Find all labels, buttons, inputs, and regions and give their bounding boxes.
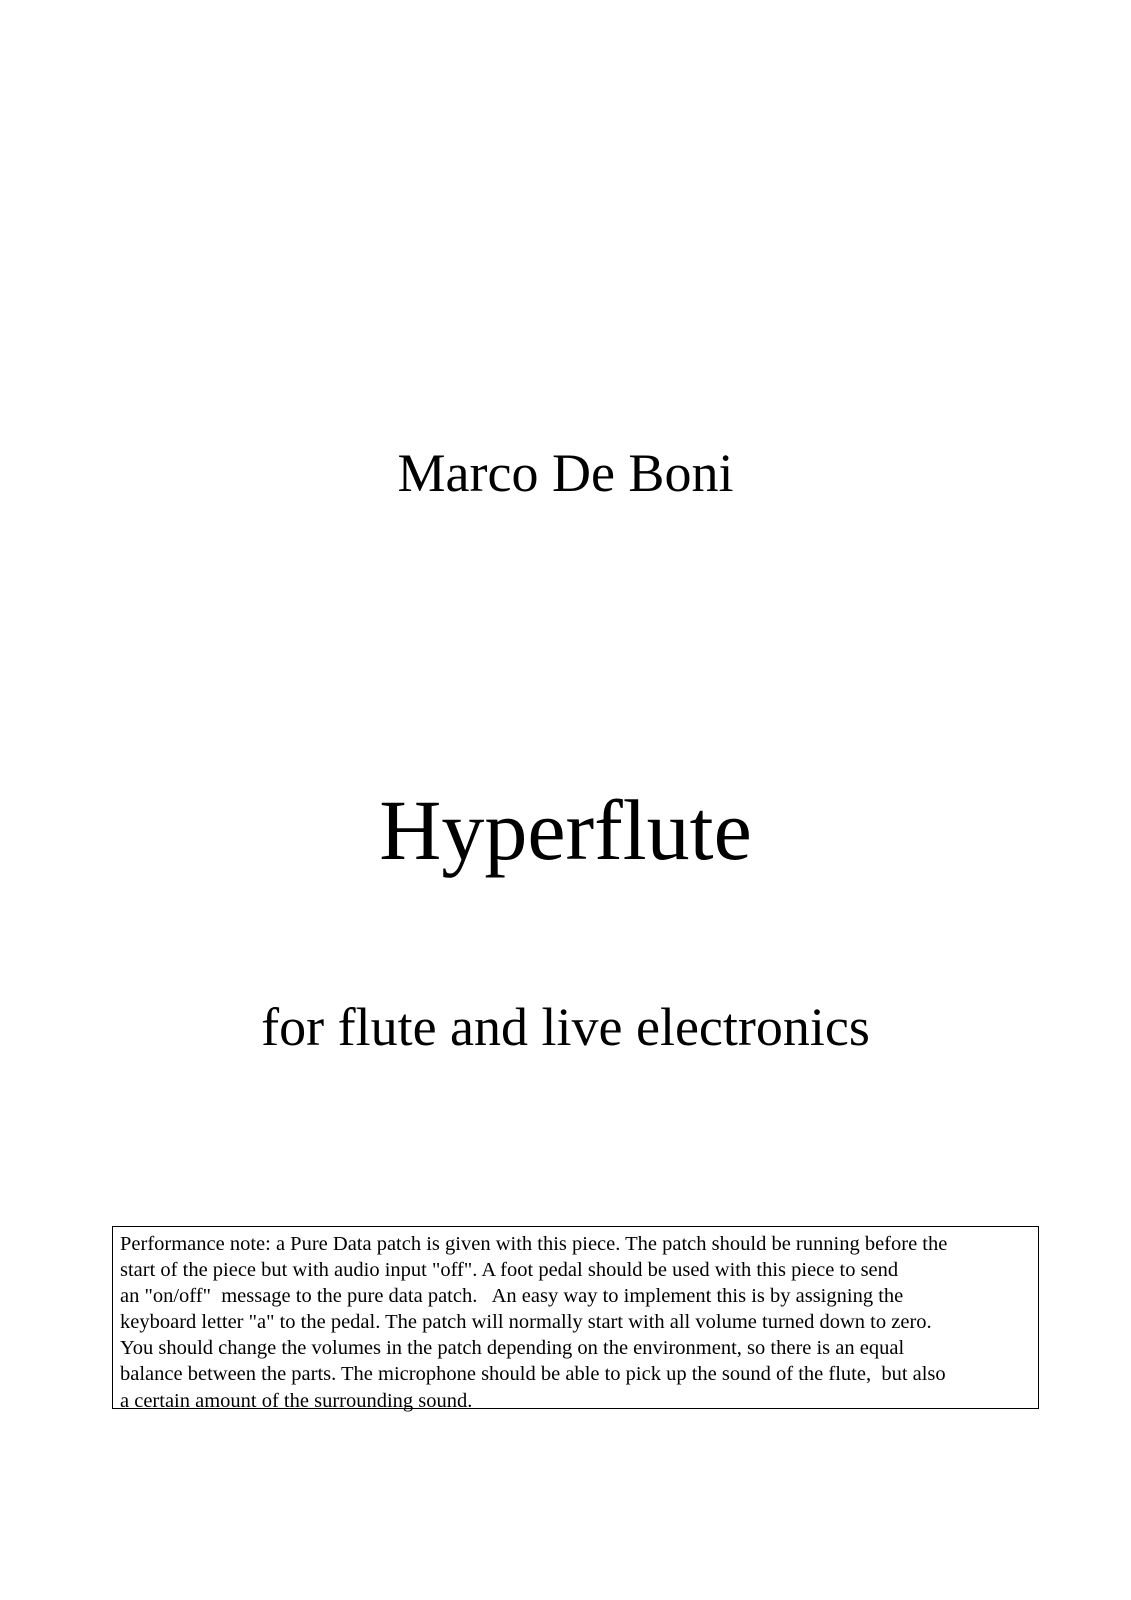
performance-note-line: You should change the volumes in the patch depending on the environment, so there is an equal <box>120 1337 905 1360</box>
performance-note-line: keyboard letter "a" to the pedal. The patch will normally start with all volume turned down to zero. <box>120 1311 932 1334</box>
performance-note-line: Performance note: a Pure Data patch is given with this piece. The patch should be running before the <box>120 1233 948 1255</box>
performance-note-line: a certain amount of the surrounding sound. <box>120 1389 473 1412</box>
performance-note-line: an "on/off" message to the pure data patch. An easy way to implement this is by assigning the <box>120 1285 904 1308</box>
performance-note-box <box>112 1226 1039 1412</box>
performance-note-line: balance between the parts. The microphone should be able to pick up the sound of the flute, but also <box>120 1363 946 1386</box>
composer-name: Marco De Boni <box>397 443 734 503</box>
piece-title: Hyperflute <box>379 782 752 878</box>
performance-note-line: start of the piece but with audio input "off". A foot pedal should be used with this piece to send <box>120 1259 899 1282</box>
piece-subtitle: for flute and live electronics <box>261 997 870 1057</box>
